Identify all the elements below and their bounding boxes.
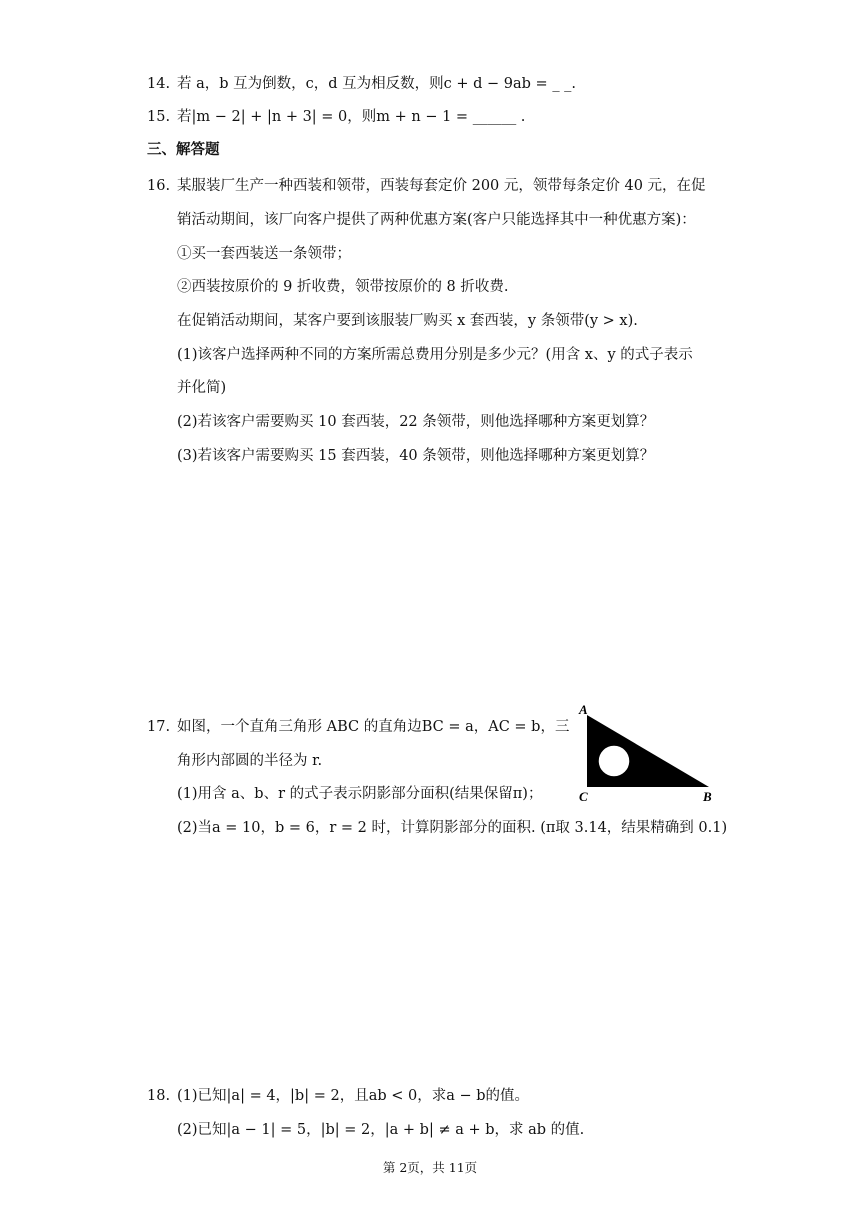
question-16-line: 在促销活动期间，某客户要到该服装厂购买 x 套西装，y 条领带(y > x). — [177, 313, 638, 329]
question-17-line: 角形内部圆的半径为 r. — [177, 753, 323, 769]
inscribed-circle — [598, 745, 630, 777]
vertex-b-label: B — [703, 789, 712, 803]
question-18-part-2: (2)已知|a − 1| = 5，|b| = 2，|a + b| ≠ a + b，求 ab 的值. — [177, 1122, 585, 1138]
question-18-part-1: (1)已知|a| = 4，|b| = 2，且ab < 0，求a − b的值。 — [177, 1088, 530, 1104]
question-16-line: ②西装按原价的 9 折收费，领带按原价的 8 折收费. — [177, 279, 509, 295]
section-heading-answers: 三、解答题 — [147, 141, 220, 158]
question-16-part-3: (3)若该客户需要购买 15 套西装，40 条领带，则他选择哪种方案更划算？ — [177, 448, 655, 464]
question-16-part-1-cont: 并化简) — [177, 380, 227, 396]
question-14-text: 若 a，b 互为倒数，c，d 互为相反数，则c + d − 9ab = _ _. — [177, 76, 577, 92]
question-16-part-2: (2)若该客户需要购买 10 套西装，22 条领带，则他选择哪种方案更划算？ — [177, 414, 655, 430]
page-footer: 第 2页，共 11页 — [382, 1160, 478, 1175]
question-17-part-1: (1)用含 a、b、r 的式子表示阴影部分面积(结果保留π)； — [177, 786, 543, 802]
question-15-number: 15. — [147, 109, 171, 125]
question-17-line: 如图，一个直角三角形 ABC 的直角边BC = a，AC = b，三 — [177, 719, 570, 735]
question-16-line: 某服装厂生产一种西装和领带，西装每套定价 200 元，领带每条定价 40 元，在促 — [177, 178, 706, 194]
question-17-part-2: (2)当a = 10，b = 6，r = 2 时，计算阴影部分的面积. (π取 3.14，结果精确到 0.1) — [177, 820, 728, 836]
vertex-c-label: C — [579, 789, 588, 803]
question-16-line: ①买一套西装送一条领带； — [177, 246, 351, 262]
question-16-number: 16. — [147, 178, 171, 194]
vertex-a-label: A — [579, 703, 588, 717]
question-15-text: 若|m − 2| + |n + 3| = 0，则m + n − 1 = ______ . — [177, 109, 526, 125]
question-16-part-1: (1)该客户选择两种不同的方案所需总费用分别是多少元？(用含 x、y 的式子表示 — [177, 347, 693, 363]
question-17-number: 17. — [147, 719, 171, 735]
triangle-figure — [577, 703, 717, 803]
question-16-line: 销活动期间，该厂向客户提供了两种优惠方案(客户只能选择其中一种优惠方案)： — [177, 212, 696, 228]
question-18-number: 18. — [147, 1088, 171, 1104]
question-14-number: 14. — [147, 76, 171, 92]
